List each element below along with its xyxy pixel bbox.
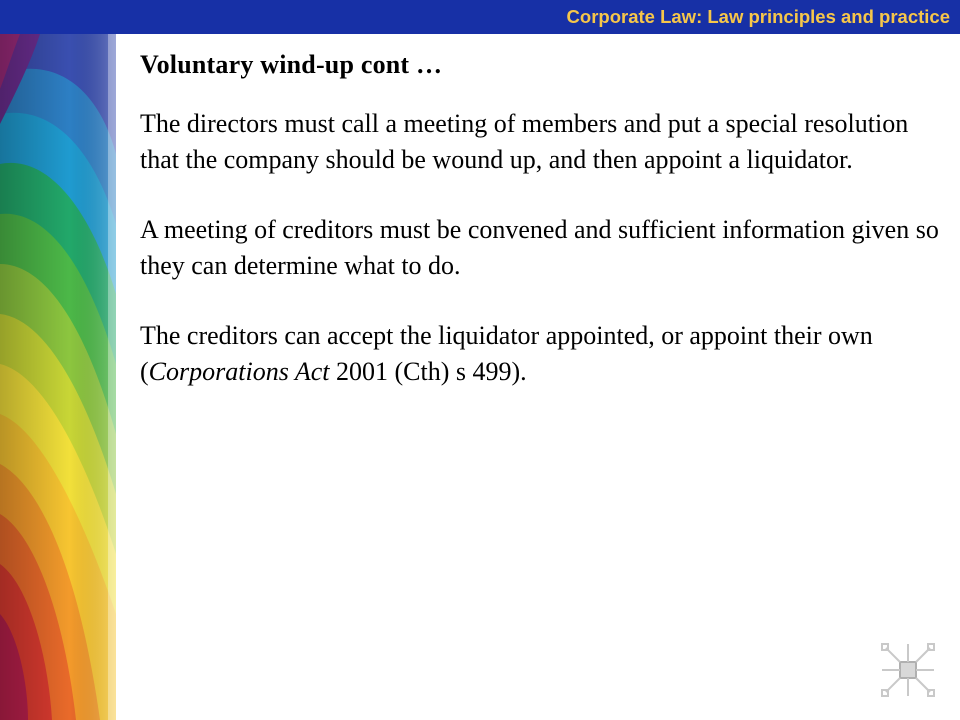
slide-content — [140, 50, 940, 424]
paragraph-text: The creditors can accept the liquidator appointed, or appoint their own ( — [140, 321, 873, 386]
decorative-rainbow-art — [0, 34, 116, 720]
course-title: Corporate Law: Law principles and practice — [566, 6, 950, 27]
paragraph-directors: The directors must call a meeting of members and put a special resolution that the company should be wound up, and then appoint a liquidator. — [140, 109, 909, 174]
network-node-icon — [878, 640, 938, 700]
paragraph-creditors-meeting: A meeting of creditors must be convened and sufficient information given so they can determine what to do. — [140, 215, 939, 280]
paragraph-citation: 2001 (Cth) s 499). — [329, 357, 527, 386]
slide-heading: Voluntary wind-up cont … — [140, 50, 443, 79]
act-name: Corporations Act — [148, 357, 330, 386]
header-bar — [0, 0, 960, 34]
paragraph-liquidator — [140, 318, 940, 390]
